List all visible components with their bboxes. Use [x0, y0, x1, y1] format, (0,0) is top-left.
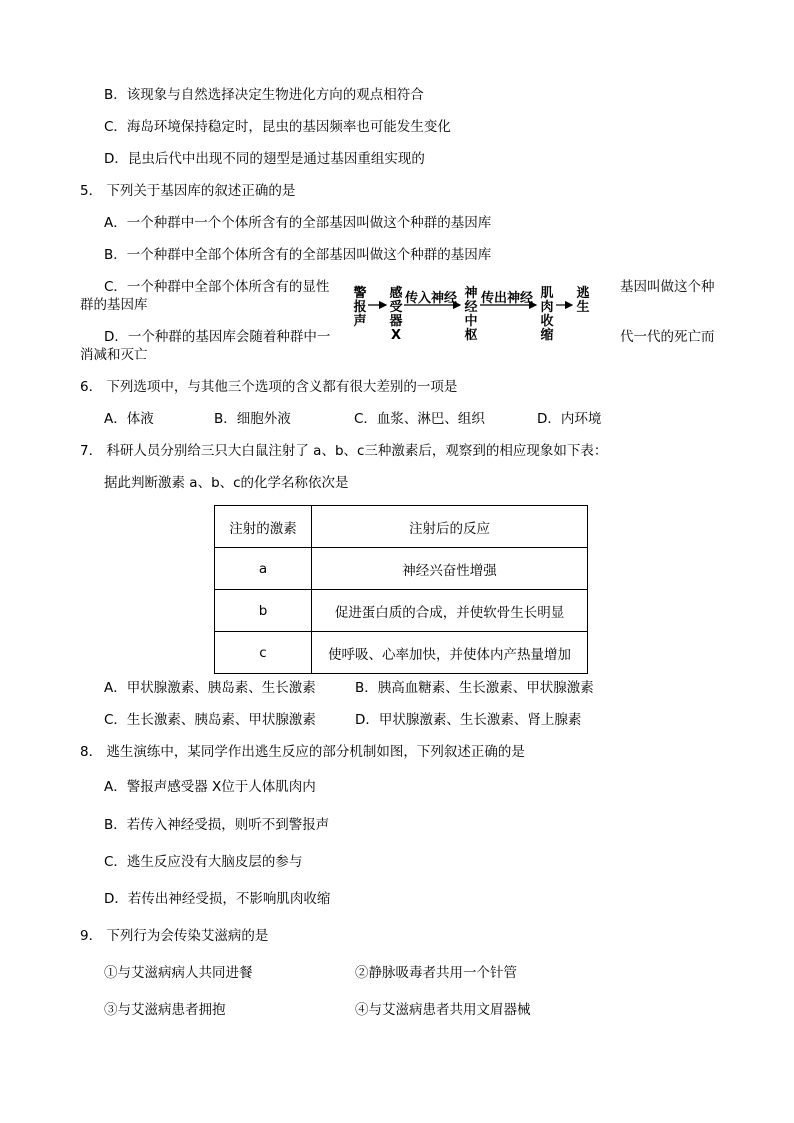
- table-cell: b: [215, 590, 312, 632]
- q5-stem: 5． 下列关于基因库的叙述正确的是: [80, 183, 296, 199]
- q7-option-c: C．生长激素、胰岛素、甲状腺激素: [104, 712, 316, 728]
- q6-stem: 6． 下列选项中，与其他三个选项的含义都有很大差别的一项是: [80, 379, 458, 395]
- q8-option-a: A．警报声感受器 X位于人体肌肉内: [104, 779, 316, 795]
- q5-option-a: A．一个种群中一个个体所含有的全部基因叫做这个种群的基因库: [104, 215, 492, 231]
- table-cell: 促进蛋白质的合成，并使软骨生长明显: [312, 590, 588, 632]
- table-cell: a: [215, 548, 312, 590]
- table-row: [215, 632, 588, 674]
- q5-option-c-right: 基因叫做这个种: [620, 279, 715, 295]
- table-cell: c: [215, 632, 312, 674]
- diagram-label-afferent: 传入神经: [405, 291, 458, 306]
- q7-option-b: B．胰高血糖素、生长激素、甲状腺激素: [355, 680, 594, 696]
- q5-option-d-cont: 消减和灭亡: [80, 347, 148, 363]
- q4-option-c: C．海岛环境保持稳定时，昆虫的基因频率也可能发生变化: [104, 119, 451, 135]
- q9-item-4: ④与艾滋病患者共用文眉器械: [355, 1002, 531, 1018]
- diagram-label-efferent: 传出神经: [481, 291, 534, 306]
- q5-option-c-cont: 群的基因库: [80, 297, 148, 313]
- q9-item-2: ②静脉吸毒者共用一个针管: [355, 965, 517, 981]
- reflex-arc-diagram: [350, 283, 622, 351]
- diagram-node-center: 神经中枢: [464, 286, 478, 343]
- q8-option-b: B．若传入神经受损，则听不到警报声: [104, 817, 330, 833]
- table-row: [215, 590, 588, 632]
- hormone-table: [214, 505, 588, 674]
- q4-option-b: B．该现象与自然选择决定生物进化方向的观点相符合: [104, 87, 424, 103]
- q6-option-d: D．内环境: [537, 411, 602, 427]
- q5-option-b: B．一个种群中全部个体所含有的全部基因叫做这个种群的基因库: [104, 247, 492, 263]
- diagram-node-muscle: 肌肉收缩: [540, 286, 554, 343]
- q9-stem: 9． 下列行为会传染艾滋病的是: [80, 928, 269, 944]
- q8-stem: 8． 逃生演练中，某同学作出逃生反应的部分机制如图，下列叙述正确的是: [80, 744, 525, 760]
- q9-item-3: ③与艾滋病患者拥抱: [104, 1002, 226, 1018]
- q8-option-d: D．若传出神经受损，不影响肌肉收缩: [104, 891, 331, 907]
- table-header-cell: 注射后的反应: [312, 506, 588, 548]
- diagram-node-receptor: 感受器X: [389, 286, 403, 343]
- table-header-cell: 注射的激素: [215, 506, 312, 548]
- q7-sub: 据此判断激素 a、b、c的化学名称依次是: [104, 475, 349, 491]
- table-row: [215, 548, 588, 590]
- q5-option-d-left: D．一个种群的基因库会随着种群中一: [104, 329, 331, 345]
- q9-item-1: ①与艾滋病病人共同进餐: [104, 965, 253, 981]
- q7-option-a: A．甲状腺激素、胰岛素、生长激素: [104, 680, 316, 696]
- q6-option-b: B．细胞外液: [214, 411, 291, 427]
- q6-option-c: C．血浆、淋巴、组织: [354, 411, 485, 427]
- table-header-row: [215, 506, 588, 548]
- diagram-node-alarm: 警报声: [353, 286, 367, 329]
- q5-option-d-right: 代一代的死亡而: [620, 329, 715, 345]
- q7-stem: 7． 科研人员分别给三只大白鼠注射了 a、b、c三种激素后，观察到的相应现象如下表：: [80, 443, 608, 459]
- table-cell: 使呼吸、心率加快，并使体内产热量增加: [312, 632, 588, 674]
- q5-option-c-left: C．一个种群中全部个体所含有的显性: [104, 279, 330, 295]
- q4-option-d: D．昆虫后代中出现不同的翅型是通过基因重组实现的: [104, 151, 425, 167]
- q8-option-c: C．逃生反应没有大脑皮层的参与: [104, 854, 303, 870]
- table-cell: 神经兴奋性增强: [312, 548, 588, 590]
- q7-option-d: D．甲状腺激素、生长激素、肾上腺素: [355, 712, 582, 728]
- q6-option-a: A．体液: [104, 411, 154, 427]
- diagram-node-escape: 逃生: [576, 286, 590, 315]
